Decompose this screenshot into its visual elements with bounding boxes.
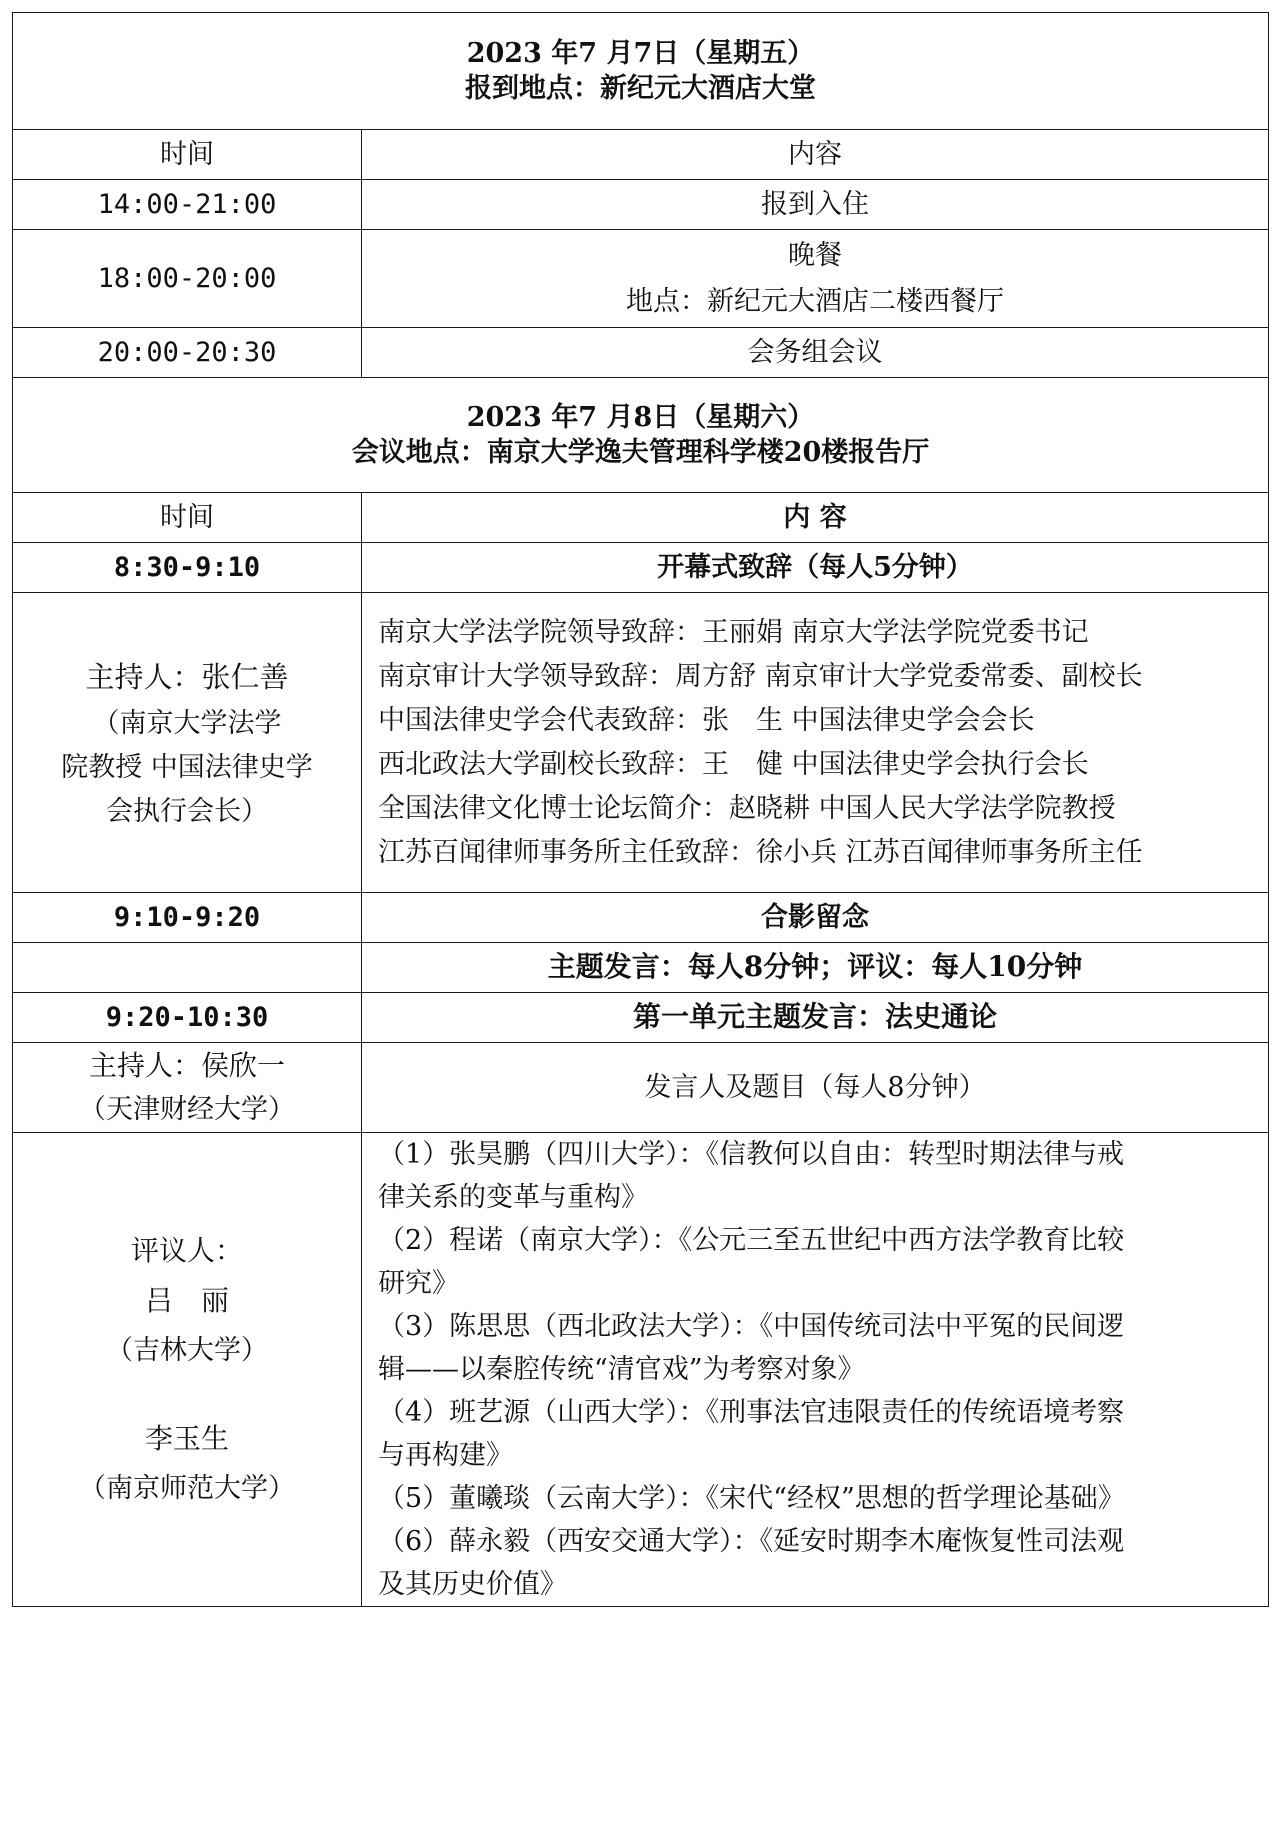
dinner-label: 晚餐 [788, 239, 842, 271]
unit1-title: 第一单元主题发言：法史通论 [362, 993, 1269, 1043]
unit1-papers [362, 1133, 1269, 1607]
day1-header-row [13, 13, 1269, 130]
unit1-speaker-header: 发言人及题目（每人8分钟） [362, 1043, 1269, 1133]
paper-line: 及其历史价值》 [378, 1569, 567, 1600]
day2-header [13, 378, 1269, 493]
row-content: 会务组会议 [362, 328, 1269, 378]
opening-title: 开幕式致辞（每人5分钟） [362, 543, 1269, 593]
speech-item: 南京大学法学院领导致辞：王丽娟 南京大学法学院党委书记 [378, 616, 1089, 648]
unit1-papers-row [13, 1133, 1269, 1607]
opening-detail-row [13, 593, 1269, 893]
unit1-host [13, 1043, 362, 1133]
reviewer-affiliation: （南京师范大学） [79, 1472, 295, 1504]
speech-item: 全国法律文化博士论坛简介：赵晓耕 中国人民大学法学院教授 [378, 792, 1116, 824]
paper-line: 研究》 [378, 1268, 459, 1299]
unit1-host-affiliation: （天津财经大学） [79, 1093, 295, 1125]
reviewer-name: 李玉生 [144, 1421, 229, 1455]
unit1-time: 9:20-10:30 [13, 993, 362, 1043]
photo-content: 合影留念 [362, 893, 1269, 943]
host-title-line: （南京大学法学 [92, 707, 282, 739]
host-title-line: 会执行会长） [106, 795, 268, 827]
reviewer-spacer [19, 1376, 355, 1414]
paper-line: （2）程诺（南京大学）：《公元三至五世纪中西方法学教育比较 [378, 1225, 1125, 1256]
paper-line: （6）薛永毅（西安交通大学）：《延安时期李木庵恢复性司法观 [378, 1526, 1125, 1557]
host-name: 主持人：张仁善 [85, 659, 289, 694]
paper-line: （4）班艺源（山西大学）：《刑事法官违限责任的传统语境考察 [378, 1397, 1125, 1428]
row-content [362, 230, 1269, 328]
reviewer-name: 吕 丽 [144, 1283, 229, 1317]
row-time: 18:00-20:00 [13, 230, 362, 328]
speech-item: 西北政法大学副校长致辞：王 健 中国法律史学会执行会长 [378, 748, 1089, 780]
paper-line: （1）张昊鹏（四川大学）：《信教何以自由：转型时期法律与戒 [378, 1139, 1125, 1170]
day2-header-content: 内 容 [362, 493, 1269, 543]
day2-location: 会议地点：南京大学逸夫管理科学楼20楼报告厅 [351, 437, 930, 468]
speech-item: 南京审计大学领导致辞：周方舒 南京审计大学党委常委、副校长 [378, 660, 1143, 692]
table-row [13, 328, 1269, 378]
paper-line: 与再构建》 [378, 1440, 513, 1471]
paper-line: 律关系的变革与重构》 [378, 1182, 648, 1213]
speech-item: 中国法律史学会代表致辞：张 生 中国法律史学会会长 [378, 704, 1035, 736]
day2-date-title: 2023 年7 月8日（星期六） [466, 401, 815, 433]
speech-item: 江苏百闻律师事务所主任致辞：徐小兵 江苏百闻律师事务所主任 [378, 836, 1143, 868]
day1-location: 报到地点：新纪元大酒店大堂 [465, 73, 816, 104]
host-title-line: 院教授 中国法律史学 [61, 751, 313, 783]
rule-note: 主题发言：每人8分钟；评议：每人10分钟 [362, 943, 1269, 993]
row-time: 14:00-21:00 [13, 180, 362, 230]
table-row [13, 180, 1269, 230]
opening-speeches [362, 593, 1269, 893]
day1-header-time: 时间 [13, 130, 362, 180]
photo-row [13, 893, 1269, 943]
day2-column-header-row [13, 493, 1269, 543]
row-time: 20:00-20:30 [13, 328, 362, 378]
schedule-table [12, 12, 1269, 1607]
unit1-row [13, 993, 1269, 1043]
day1-header [13, 13, 1269, 130]
reviewer-affiliation: （吉林大学） [106, 1334, 268, 1366]
rule-note-row [13, 943, 1269, 993]
paper-line: （5）董曦琰（云南大学）：《宋代“经权”思想的哲学理论基础》 [378, 1483, 1125, 1514]
row-content: 报到入住 [362, 180, 1269, 230]
opening-host [13, 593, 362, 893]
paper-line: 辑——以秦腔传统“清官戏”为考察对象》 [378, 1354, 865, 1385]
day1-header-content: 内容 [362, 130, 1269, 180]
unit1-reviewers [13, 1133, 362, 1607]
rule-note-empty [13, 943, 362, 993]
day2-header-time: 时间 [13, 493, 362, 543]
reviewer-label: 评议人： [130, 1233, 243, 1267]
table-row [13, 230, 1269, 328]
unit1-host-name: 主持人：侯欣一 [88, 1048, 285, 1082]
photo-time: 9:10-9:20 [13, 893, 362, 943]
opening-time: 8:30-9:10 [13, 543, 362, 593]
dinner-location: 地点：新纪元大酒店二楼西餐厅 [626, 285, 1004, 317]
day1-date-title: 2023 年7 月7日（星期五） [466, 37, 815, 69]
day1-column-header-row [13, 130, 1269, 180]
day2-header-row [13, 378, 1269, 493]
opening-row [13, 543, 1269, 593]
paper-line: （3）陈思思（西北政法大学）：《中国传统司法中平冤的民间逻 [378, 1311, 1125, 1342]
unit1-host-row [13, 1043, 1269, 1133]
